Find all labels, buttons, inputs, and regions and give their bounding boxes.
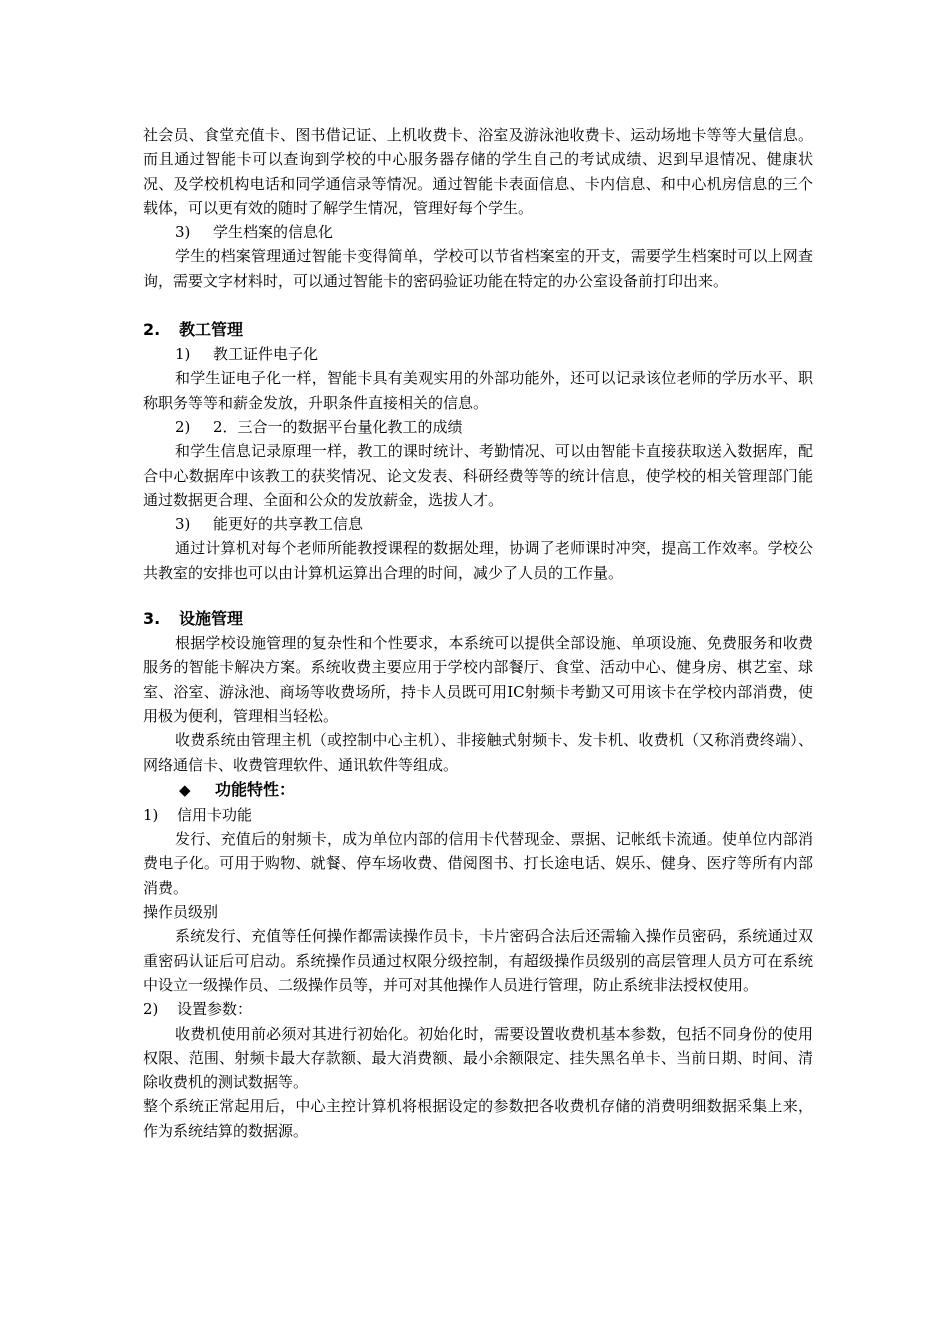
intro-paragraph: 社会员、食堂充值卡、图书借记证、上机收费卡、浴室及游泳池收费卡、运动场地卡等等大量信息。而且通过智能卡可以查询到学校的中心服务器存储的学生自己的考试成绩、迟到早退情况、健康状况、及学校机构电话和同学通信录等情况。通过智能卡表面信息、卡内信息、和中心机房信息的三个载体，可以更有效的随时了解学生情况，管理好每个学生。 xyxy=(143,126,813,217)
section-2-item-3-body: 通过计算机对每个老师所能教授课程的数据处理，协调了老师课时冲突，提高工作效率。学校公共教室的安排也可以由计算机运算出合理的时间，减少了人员的工作量。 xyxy=(143,539,813,582)
section-3-para-2: 收费系统由管理主机（或控制中心主机）、非接触式射频卡、发卡机、收费机（又称消费终端）、网络通信卡、收费管理软件、通讯软件等组成。 xyxy=(143,731,813,774)
section-3-heading xyxy=(143,607,813,631)
section-number: 3. xyxy=(143,609,161,629)
section-title: 教工管理 xyxy=(179,320,244,340)
section-2-item-2-body: 和学生信息记录原理一样，教工的课时统计、考勤情况、可以由智能卡直接获取送入数据库，配合中心数据库中该教工的获奖情况、论文发表、科研经费等等的统计信息，使学校的相关管理部门能通过数据更合理、全面和公众的发放薪金，选拔人才。 xyxy=(143,442,813,509)
section-2-item-2 xyxy=(143,415,813,439)
operator-level-title: 操作员级别 xyxy=(143,903,219,922)
feature-title: 功能特性： xyxy=(215,779,296,799)
list-number: 1) xyxy=(143,805,159,824)
list-number: 2) xyxy=(175,417,191,436)
section-number: 2. xyxy=(143,320,161,340)
list-item-title: 2．三合一的数据平台量化教工的成绩 xyxy=(213,417,463,436)
list-number: 3) xyxy=(175,515,191,534)
list-item-title: 学生档案的信息化 xyxy=(213,223,334,242)
list-item-title: 教工证件电子化 xyxy=(213,345,319,364)
list-number: 2) xyxy=(143,1000,159,1019)
section-2-item-3 xyxy=(143,512,813,536)
intro-item-3-body: 学生的档案管理通过智能卡变得简单，学校可以节省档案室的开支，需要学生档案时可以上网查询，需要文字材料时，可以通过智能卡的密码验证功能在特定的办公室设备前打印出来。 xyxy=(143,247,813,290)
list-item-title: 设置参数： xyxy=(177,1000,253,1019)
list-item-title: 信用卡功能 xyxy=(177,805,253,824)
section-2-item-1-body: 和学生证电子化一样，智能卡具有美观实用的外部功能外，还可以记录该位老师的学历水平、职称职务等等和薪金发放，升职条件直接相关的信息。 xyxy=(143,369,813,412)
document-body xyxy=(143,123,813,1143)
operator-level-body: 系统发行、充值等任何操作都需读操作员卡，卡片密码合法后还需输入操作员密码，系统通过双重密码认证后可启动。系统操作员通过权限分级控制，有超级操作员级别的高层管理人员方可在系统中设立一级操作员、二级操作员等，并可对其他操作人员进行管理，防止系统非法授权使用。 xyxy=(143,927,813,994)
final-paragraph: 整个系统正常起用后，中心主控计算机将根据设定的参数把各收费机存储的消费明细数据采集上来，作为系统结算的数据源。 xyxy=(143,1097,813,1140)
section-3-para-1: 根据学校设施管理的复杂性和个性要求，本系统可以提供全部设施、单项设施、免费服务和收费服务的智能卡解决方案。系统收费主要应用于学校内部餐厅、食堂、活动中心、健身房、棋艺室、球室、浴室、游泳池、商场等收费场所，持卡人员既可用IC射频卡考勤又可用该卡在学校内部消费，使用极为便利，管理相当轻松。 xyxy=(143,634,813,725)
feature-item-2-body: 收费机使用前必须对其进行初始化。初始化时，需要设置收费机基本参数，包括不同身份的使用权限、范围、射频卡最大存款额、最大消费额、最小余额限定、挂失黑名单卡、当前日期、时间、清除收费机的测试数据等。 xyxy=(143,1024,813,1092)
feature-item-1-body: 发行、充值后的射频卡，成为单位内部的信用卡代替现金、票据、记帐纸卡流通。使单位内部消费电子化。可用于购物、就餐、停车场收费、借阅图书、打长途电话、娱乐、健身、医疗等所有内部消费。 xyxy=(143,830,813,897)
feature-item-1 xyxy=(143,803,813,827)
list-number: 3) xyxy=(175,223,191,242)
feature-heading xyxy=(143,777,813,803)
feature-item-2 xyxy=(143,997,813,1021)
list-number: 1) xyxy=(175,345,191,364)
section-title: 设施管理 xyxy=(179,609,244,629)
diamond-bullet-icon: ◆ xyxy=(179,780,191,799)
list-item-title: 能更好的共享教工信息 xyxy=(213,515,364,534)
intro-item-3 xyxy=(143,220,813,244)
section-2-heading xyxy=(143,318,813,342)
section-2-item-1 xyxy=(143,342,813,366)
